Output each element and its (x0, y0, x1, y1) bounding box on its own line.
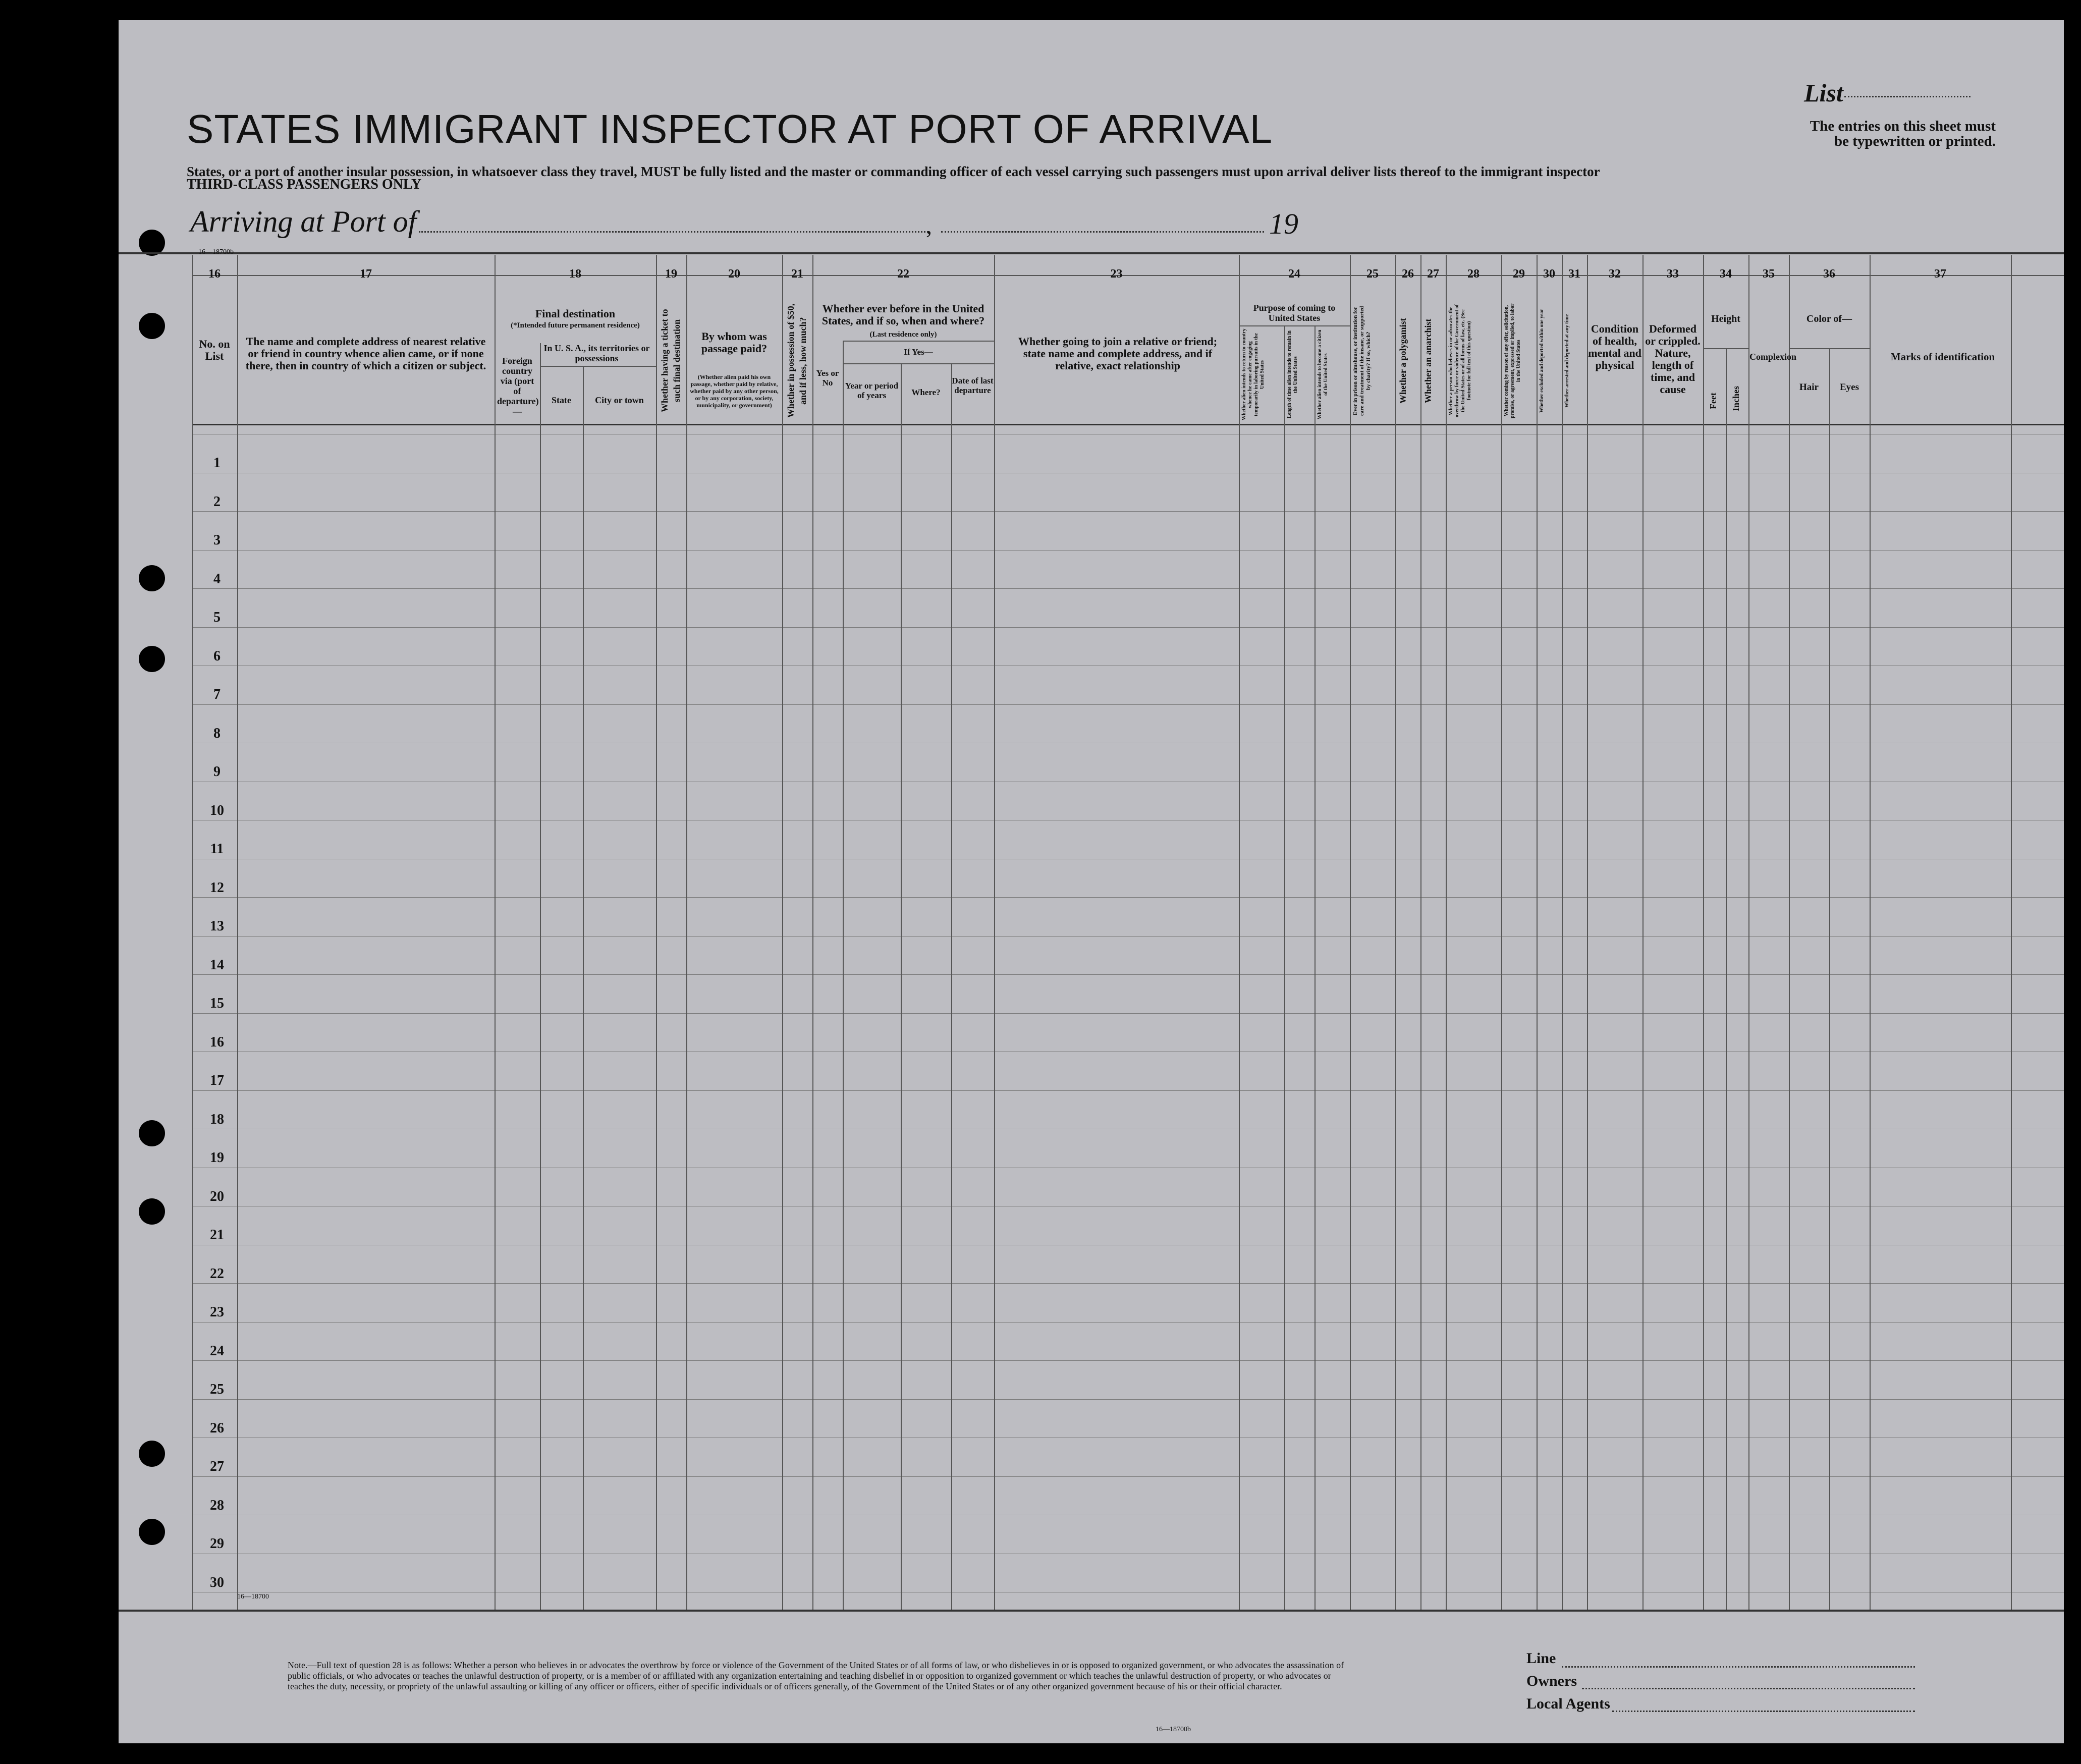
column-divider (843, 341, 844, 1610)
class-label: THIRD-CLASS PASSENGERS ONLY (187, 177, 422, 192)
row-number: 5 (213, 610, 221, 625)
col31-header: Whether arrested and deported at any time (1564, 314, 1570, 408)
owners-label: Owners (1526, 1673, 1577, 1689)
punch-hole (139, 1441, 165, 1467)
punch-hole (139, 313, 165, 339)
col35-header: Complexion (1749, 352, 1797, 362)
row-rule (192, 627, 2064, 628)
row-number: 9 (213, 764, 221, 780)
column-divider (2011, 255, 2012, 1610)
port-field[interactable] (419, 231, 928, 233)
row-number: 23 (210, 1304, 224, 1320)
row-number: 14 (210, 957, 224, 973)
row-number: 22 (210, 1265, 224, 1282)
column-divider (1829, 348, 1830, 1610)
col25-header: Ever in prison or almshouse, or institution for care and treatment of the insane, or supported by charity? If so, which? (1352, 306, 1372, 416)
column-divider (1703, 255, 1704, 1610)
column-divider (1420, 255, 1421, 1610)
col17-header: The name and complete address of nearest relative or friend in country whence alien came, or if none there, then in country of which a citizen or subject. (245, 335, 486, 372)
row-rule (192, 588, 2064, 589)
line-label: Line (1526, 1650, 1556, 1667)
row-number: 30 (210, 1574, 224, 1590)
column-divider (901, 363, 902, 1610)
column-divider (495, 255, 496, 1610)
column-divider (1789, 255, 1790, 1610)
col36-header: Color of— (1806, 313, 1852, 324)
owners-field[interactable] (1582, 1688, 1915, 1689)
col24-header: Purpose of coming to United States (1253, 303, 1336, 323)
column-divider (583, 366, 584, 1610)
row-number: 25 (210, 1382, 224, 1397)
date-field[interactable] (941, 231, 1264, 233)
year-prefix: 19 (1269, 207, 1298, 240)
local-agents-field[interactable] (1612, 1711, 1915, 1712)
row-number: 3 (213, 532, 221, 548)
row-number: 17 (210, 1073, 224, 1088)
column-divider (1350, 255, 1351, 1610)
row-number: 15 (210, 996, 224, 1011)
column-divider (1315, 325, 1316, 1610)
col30-header: Whether excluded and deported within one year (1539, 309, 1545, 413)
col23-header: Whether going to join a relative or friend; state name and complete address, and if relative, exact relationship (1018, 335, 1218, 372)
punch-hole (139, 1198, 165, 1225)
column-divider (1501, 255, 1502, 1610)
row-rule (192, 1360, 2064, 1361)
row-number: 21 (210, 1227, 224, 1243)
column-divider (782, 255, 783, 1610)
col33-header: Deformed or crippled. Nature, length of time, and cause (1645, 322, 1701, 396)
col19-header: Whether having a ticket to such final destination (660, 309, 682, 413)
row-number: 11 (210, 841, 224, 857)
row-number: 2 (213, 493, 221, 510)
column-divider (1748, 255, 1749, 1610)
row-number: 4 (213, 571, 221, 587)
col26-header: Whether a polygamist (1398, 318, 1408, 404)
col22-header: Whether ever before in the United States, and if so, when and where? (822, 302, 985, 327)
col18-header: Final destination (535, 307, 616, 320)
column-divider (1562, 255, 1563, 1610)
col20-header: By whom was passage paid? (701, 330, 768, 355)
instruction-text: States, or a port of another insular possession, in whatsoever class they travel, MUST be fully listed and the master or commanding officer of each vessel carrying such passengers must upon arrival deliver lists thereof to the immigrant inspector (187, 164, 1600, 179)
manifest-sheet: STATES IMMIGRANT INSPECTOR AT PORT OF ARRIVAL States, or a port of another insular possession, in whatsoever class they travel, MUST be fully listed and the master or commanding officer of each vessel carrying such passengers must upon arrival deliver lists thereof to the immigrant inspector THIRD-CLASS PASSENGERS ONLY Arriving at Port of , 19 List The entries on this sheet must be typewritten or printed. 16 17 18 19 20 21 22 23 24 25 26 27 28 29 30 31 32 33 34 35 36 37 No. on List The name and complete address of nearest relative or friend in country whence alien came, or if none there, then in country of which a citizen or subject. Final destination (*Intended future permanent residence) Foreign country via (port of departure)— In U. S. A., its territories or possessions State City or town Whether having a ticket to such final destination By whom was passage paid? (Whether alien paid his own passage, whether paid by relative, whether paid by any other person, or by any corporation, society, municipality, or government) Whether in possession of $50, and if less, how much? Whether ever before in the United States, and if so, when and where? (Last residence only) Yes or No If Yes— Year or period of years Where? Date of last departure Whether going to join a relative or friend; state name and complete address, and if relative, exact relationship Purpose of coming to United States Whether alien intends to return to country whence he came after engaging temporarily in laboring pursuits in the United States Length of time alien intends to remain in the United States Whether alien intends to become a citizen of the United States Ever in prison or almshouse, or institution for care and treatment of the insane, or supported by charity? If so, which? Whether a polygamist Whether an anarchist Whether a person who believes in or advocates the overthrow by force or violence of the Government of the United States or of all forms of law, etc. (See footnote for full text of this question) Whether coming by reason of any offer, solicitation, promise, or agreement, expressed or implied, to labor in the United States Whether excluded and deported within one year Whether arrested and deported at any time Condition of health, mental and physical Deformed or crippled. Nature, length of time, and cause Height Feet Inches Complexion Color of— Hair Eyes Marks of identification 1 2 3 4 5 6 7 8 9 10 11 12 13 14 15 16 17 18 19 20 21 22 23 24 25 26 27 28 29 30 16—18700b 16—18700 16—18700b Note.—Full text of question 28 is as follows: Whether a person who believes in or advocates the overthrow by force or violence of the Government of the United States or of all forms of law, or who disbelieves in or is opposed to organized government, or who advocates the assassination of public officials, or who advocates or teaches the unlawful destruction of property, or is a member of or affiliated with any organization entertaining and teaching disbelief in or opposition to organized government or which teaches the unlawful destruction of property, or who advocates or teaches the duty, necessity, or propriety of the unlawful assaulting or killing of any officer or officers, either of specific individuals or of officers generally, of the Government of the United States or of any other organized government because of his or their official character. Line Owners Local Agents (119, 20, 2064, 1743)
col21-header: Whether in possession of $50, and if less, how much? (786, 303, 808, 418)
list-label: List (1804, 79, 1843, 107)
col28-header: Whether a person who believes in or advocates the overthrow by force or violence of the Government of the United States or of all forms of law, etc. (See footnote for full text of this question) (1448, 304, 1472, 417)
arriving-port-label: Arriving at Port of (190, 205, 417, 238)
punch-hole (139, 565, 165, 591)
column-divider (540, 343, 541, 1610)
row-number: 7 (213, 687, 221, 702)
column-divider (237, 255, 238, 1610)
row-number: 16 (210, 1034, 224, 1050)
column-divider (1870, 255, 1871, 1610)
row-rule (192, 897, 2064, 898)
row-number: 1 (213, 455, 221, 471)
column-divider (1537, 255, 1538, 1610)
row-number: 6 (213, 648, 221, 664)
column-divider (656, 255, 657, 1610)
col32-header: Condition of health, mental and physical (1588, 322, 1641, 371)
form-title: STATES IMMIGRANT INSPECTOR AT PORT OF ARRIVAL (187, 106, 1273, 151)
footnote: Note.—Full text of question 28 is as follows: Whether a person who believes in or advocates the overthrow by force or violence of the Government of the United States or of all forms of law, or who disbelieves in or is opposed to organized government, or who advocates the assassination of public officials, or who advocates or teaches the unlawful destruction of property, or is a member of or affiliated with any organization entertaining and teaching disbelief in or opposition to organized government or which teaches the unlawful destruction of property, or who advocates or teaches the duty, necessity, or propriety of the unlawful assaulting or killing of any officer or officers, either of specific individuals or of officers generally, of the Government of the United States or of any other organized government because of his or their official character. (288, 1660, 1344, 1691)
row-number: 10 (210, 802, 224, 818)
column-divider (1726, 348, 1727, 1610)
row-rule (192, 704, 2064, 705)
column-divider (1446, 255, 1447, 1610)
row-rule (192, 1090, 2064, 1091)
column-divider (951, 363, 952, 1610)
column-divider (1284, 325, 1285, 1610)
row-rule (192, 974, 2064, 975)
column-divider (1587, 255, 1588, 1610)
column-divider (812, 255, 813, 1610)
column-divider (1642, 255, 1644, 1610)
column-divider (994, 255, 995, 1610)
row-rule (192, 1476, 2064, 1477)
column-divider (1395, 255, 1396, 1610)
row-number: 12 (210, 879, 224, 896)
column-divider (1239, 255, 1240, 1610)
row-number: 8 (213, 725, 221, 741)
list-number-field[interactable] (1844, 96, 1970, 97)
row-number: 26 (210, 1420, 224, 1436)
col29-header: Whether coming by reason of any offer, solicitation, promise, or agreement, expressed or implied, to labor in the United States (1504, 303, 1521, 418)
punch-hole (139, 646, 165, 672)
row-number: 29 (210, 1536, 224, 1552)
line-field[interactable] (1562, 1666, 1915, 1668)
row-rule (192, 1013, 2064, 1014)
col16-header: No. on List (199, 338, 230, 362)
col27-header: Whether an anarchist (1423, 318, 1433, 403)
row-number: 18 (210, 1111, 224, 1127)
row-rule (192, 511, 2064, 512)
row-number: 19 (210, 1150, 224, 1166)
column-divider (686, 255, 687, 1610)
row-number: 28 (210, 1497, 224, 1513)
local-agents-label: Local Agents (1526, 1695, 1610, 1712)
punch-hole (139, 1120, 165, 1146)
row-number: 13 (210, 918, 224, 934)
row-rule (192, 1283, 2064, 1284)
row-number: 24 (210, 1343, 224, 1359)
row-number: 20 (210, 1188, 224, 1204)
row-number: 27 (210, 1459, 224, 1474)
col34-header: Height (1711, 313, 1740, 324)
row-rule (192, 1399, 2064, 1400)
typewritten-note: The entries on this sheet must be typewritten or printed. (1810, 118, 1996, 149)
punch-hole (139, 1519, 165, 1545)
col37-header: Marks of identification (1890, 351, 1995, 363)
column-divider (192, 255, 193, 1610)
